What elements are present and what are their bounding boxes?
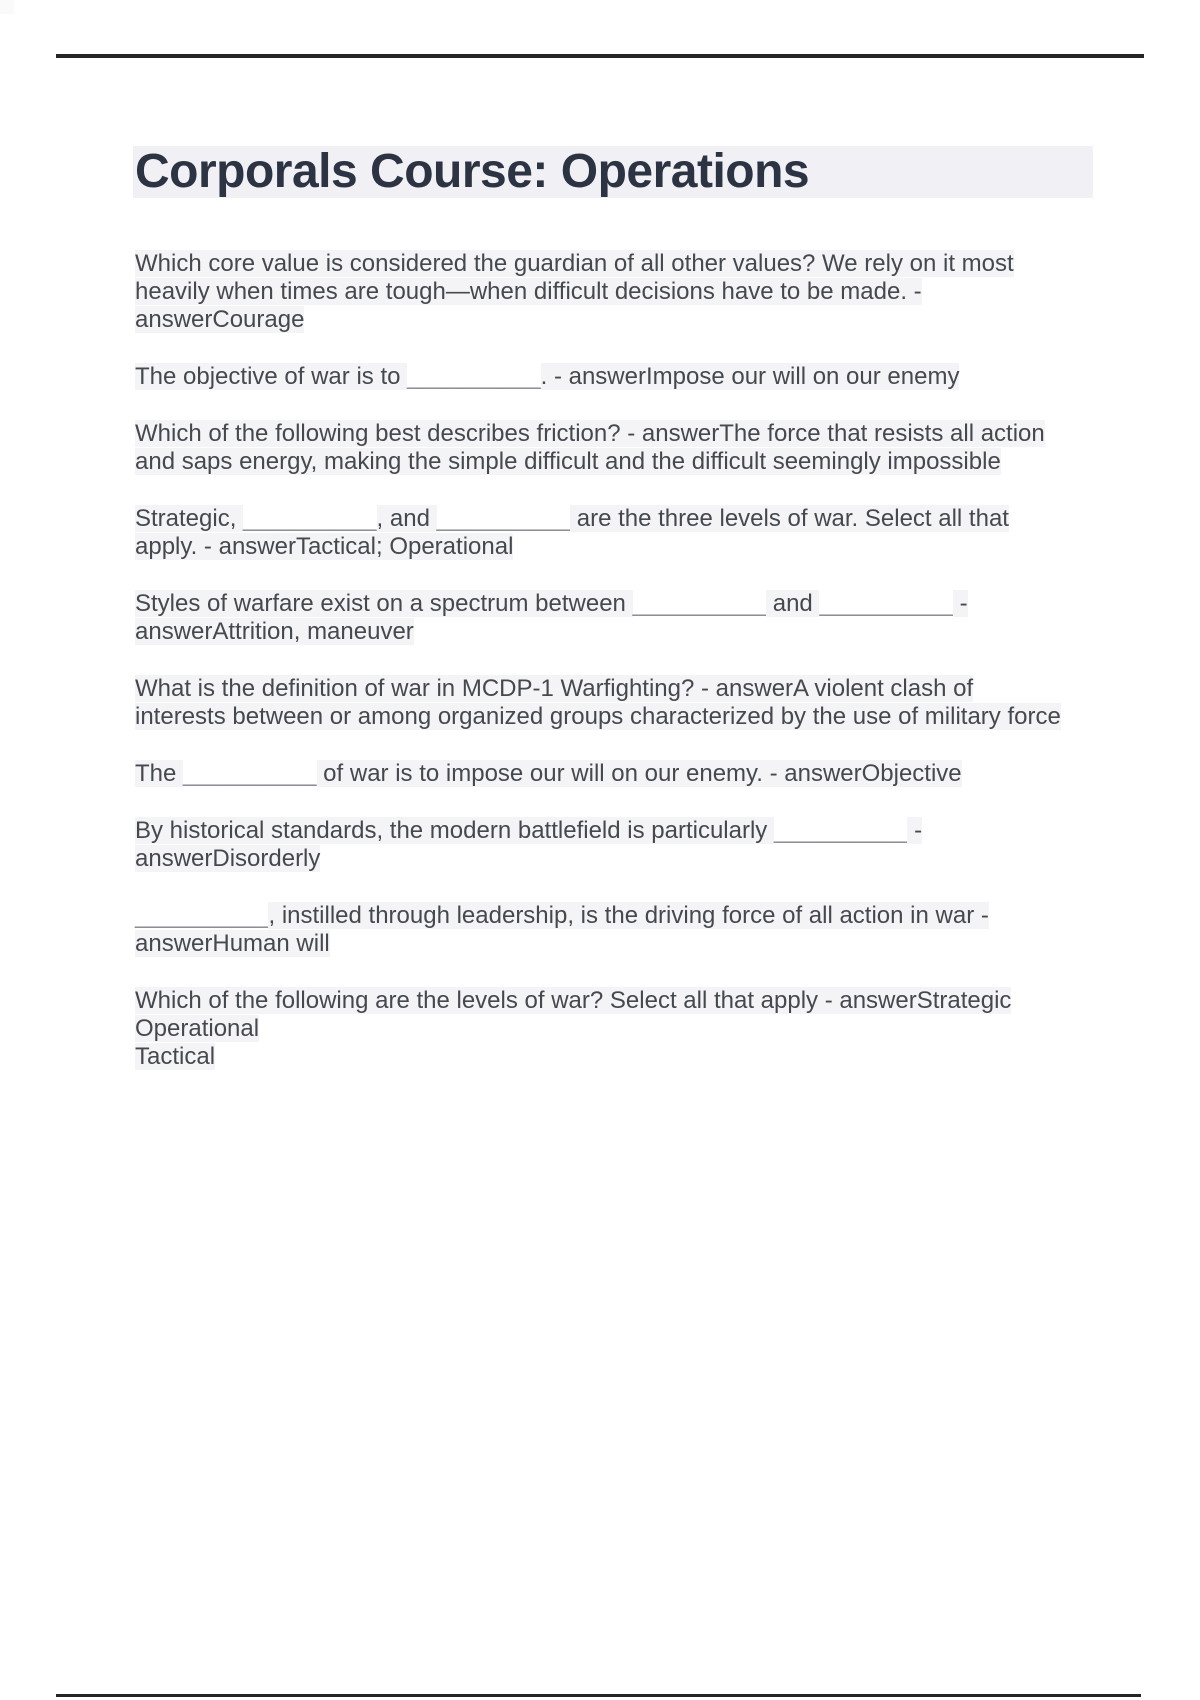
qa-item (135, 505, 1067, 561)
qa-item (135, 363, 1067, 391)
answer-blank: __________ (819, 590, 953, 617)
page-title: Corporals Course: Operations (135, 145, 810, 198)
qa-text: The objective of war is to (135, 363, 408, 390)
answer-blank: __________ (436, 505, 571, 532)
answer-blank: __________ (407, 363, 541, 390)
qa-text: and (766, 590, 820, 617)
answer-blank: __________ (135, 902, 269, 929)
qa-text: What is the definition of war in MCDP-1 Warfighting? - answerA violent clash of interests between or among organized groups characterized by the use of military force (135, 675, 1061, 730)
qa-text: By historical standards, the modern battlefield is particularly (135, 817, 774, 844)
corner-artifact (0, 0, 14, 14)
title-highlight (133, 146, 1093, 198)
qa-text: - answerDisorderly (135, 817, 923, 872)
qa-text: are the three levels of war. Select all that apply. - answerTactical; Operational (135, 505, 1009, 560)
qa-item (135, 590, 1067, 646)
qa-text: Operational (135, 1015, 260, 1042)
qa-item (135, 420, 1067, 476)
qa-text: . - answerImpose our will on our enemy (540, 363, 960, 390)
qa-item (135, 817, 1067, 873)
qa-text: , instilled through leadership, is the driving force of all action in war - answerHuman will (135, 902, 989, 957)
answer-blank: __________ (243, 505, 377, 532)
qa-item (135, 902, 1067, 958)
qa-item (135, 675, 1067, 731)
qa-text: Which of the following best describes friction? - answerThe force that resists all action and saps energy, making the simple difficult and the difficult seemingly impossible (135, 420, 1045, 475)
qa-text: - answerAttrition, maneuver (135, 590, 968, 645)
qa-item (135, 987, 1067, 1071)
answer-blank: __________ (632, 590, 767, 617)
qa-text: Strategic, (135, 505, 244, 532)
qa-text: Which of the following are the levels of war? Select all that apply - answerStrategic (135, 987, 1012, 1014)
qa-text: Styles of warfare exist on a spectrum between (135, 590, 633, 617)
bottom-rule (56, 1694, 1141, 1697)
qa-text: The (135, 760, 184, 787)
answer-blank: __________ (773, 817, 908, 844)
qa-item (135, 760, 1067, 788)
qa-text: , and (376, 505, 437, 532)
qa-list (135, 250, 1067, 1100)
qa-text: of war is to impose our will on our enemy. - answerObjective (316, 760, 962, 787)
answer-blank: __________ (183, 760, 317, 787)
qa-item (135, 250, 1067, 334)
qa-text: Which core value is considered the guardian of all other values? We rely on it most heavily when times are tough—when difficult decisions have to be made. - answerCourage (135, 250, 1014, 333)
qa-text: Tactical (135, 1043, 216, 1070)
top-rule (56, 54, 1144, 58)
